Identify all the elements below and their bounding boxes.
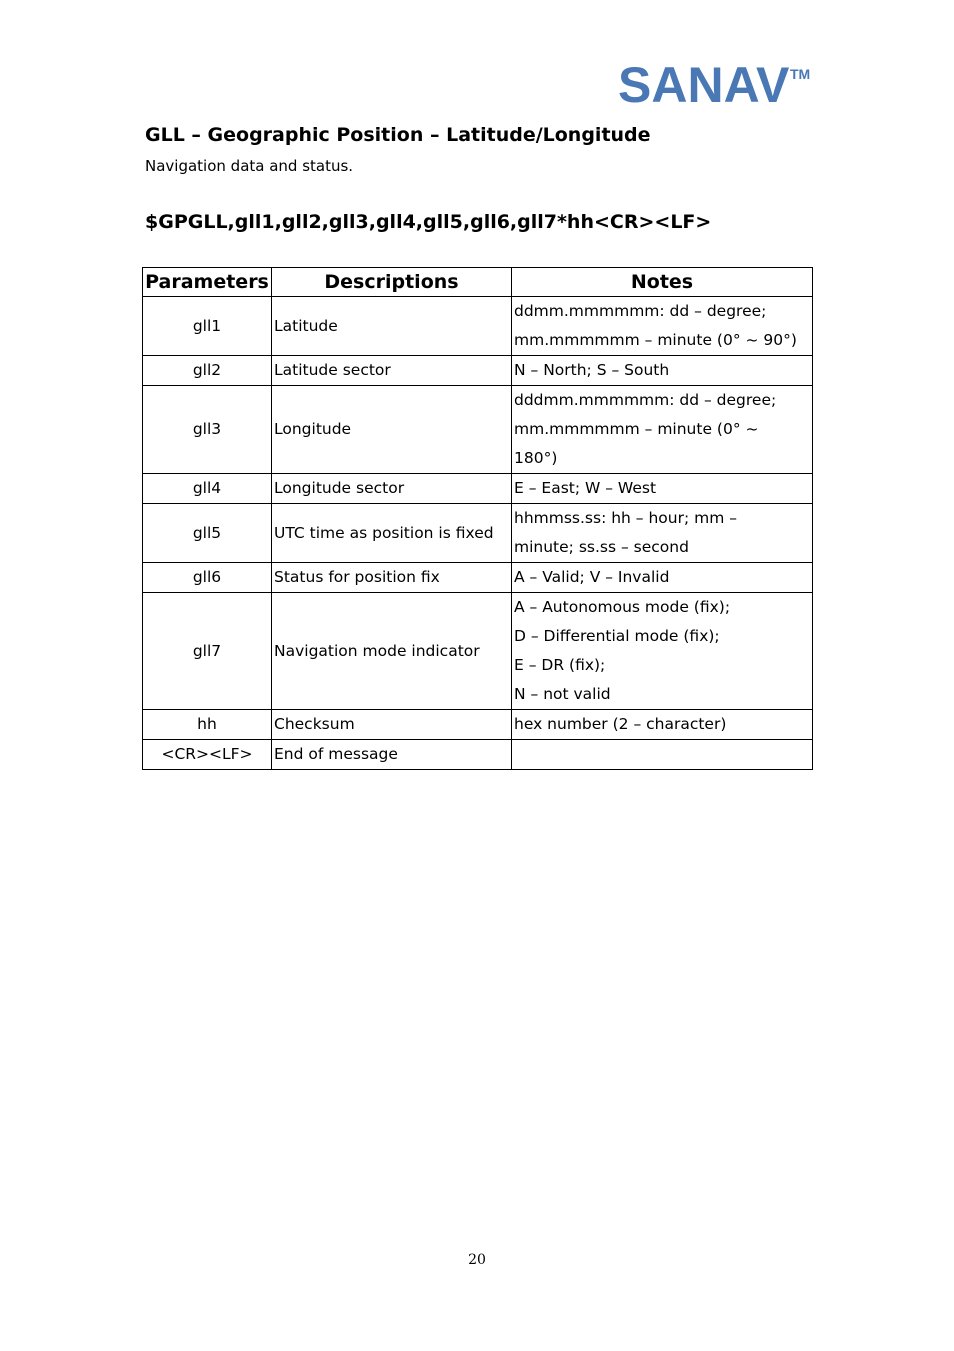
note-line: A – Autonomous mode (fix); xyxy=(514,598,731,616)
note-line: E – East; W – West xyxy=(514,479,657,497)
note-line: N – not valid xyxy=(514,685,611,703)
notes-cell xyxy=(512,504,813,563)
description-cell: Latitude xyxy=(272,297,512,356)
note-line: mm.mmmmmm – minute (0° ~ xyxy=(514,420,759,438)
description-cell: Checksum xyxy=(272,710,512,740)
param-cell: hh xyxy=(143,710,272,740)
parameters-table xyxy=(142,267,813,770)
trademark-mark: TM xyxy=(790,66,811,82)
sanav-logo: SANAV xyxy=(618,57,790,113)
notes-cell xyxy=(512,356,813,386)
table-row xyxy=(143,386,813,474)
notes-cell xyxy=(512,593,813,710)
notes-cell xyxy=(512,710,813,740)
notes-cell xyxy=(512,474,813,504)
param-cell: gll5 xyxy=(143,504,272,563)
notes-cell xyxy=(512,297,813,356)
header-descriptions: Descriptions xyxy=(272,268,512,297)
table-row xyxy=(143,593,813,710)
note-line: dddmm.mmmmmm: dd – degree; xyxy=(514,391,777,409)
header-parameters: Parameters xyxy=(143,268,272,297)
param-cell: gll3 xyxy=(143,386,272,474)
notes-cell xyxy=(512,563,813,593)
description-cell: UTC time as position is fixed xyxy=(272,504,512,563)
note-line: N – North; S – South xyxy=(514,361,670,379)
table-row xyxy=(143,297,813,356)
section-title: GLL – Geographic Position – Latitude/Longitude xyxy=(145,124,651,146)
description-cell: Latitude sector xyxy=(272,356,512,386)
notes-cell xyxy=(512,740,813,770)
table-row xyxy=(143,356,813,386)
description-cell: Longitude xyxy=(272,386,512,474)
table-row xyxy=(143,710,813,740)
table-row xyxy=(143,474,813,504)
note-line: minute; ss.ss – second xyxy=(514,538,689,556)
note-line: A – Valid; V – Invalid xyxy=(514,568,670,586)
note-line: mm.mmmmmm – minute (0° ~ 90°) xyxy=(514,331,797,349)
param-cell: <CR><LF> xyxy=(143,740,272,770)
param-cell: gll2 xyxy=(143,356,272,386)
note-line: ddmm.mmmmmm: dd – degree; xyxy=(514,302,767,320)
description-cell: End of message xyxy=(272,740,512,770)
param-cell: gll7 xyxy=(143,593,272,710)
param-cell: gll4 xyxy=(143,474,272,504)
section-subtitle: Navigation data and status. xyxy=(145,157,354,175)
table-row xyxy=(143,563,813,593)
table-header-row xyxy=(143,268,813,297)
description-cell: Longitude sector xyxy=(272,474,512,504)
note-line: D – Differential mode (fix); xyxy=(514,627,720,645)
note-line: 180°) xyxy=(514,449,558,467)
note-line: E – DR (fix); xyxy=(514,656,606,674)
table-body xyxy=(143,297,813,770)
table-row xyxy=(143,504,813,563)
description-cell: Navigation mode indicator xyxy=(272,593,512,710)
notes-cell xyxy=(512,386,813,474)
sentence-format: $GPGLL,gll1,gll2,gll3,gll4,gll5,gll6,gll7*hh<CR><LF> xyxy=(145,211,712,233)
param-cell: gll1 xyxy=(143,297,272,356)
page-number: 20 xyxy=(468,1252,486,1268)
header-notes: Notes xyxy=(512,268,813,297)
param-cell: gll6 xyxy=(143,563,272,593)
note-line: hhmmss.ss: hh – hour; mm – xyxy=(514,509,738,527)
description-cell: Status for position fix xyxy=(272,563,512,593)
note-line: hex number (2 – character) xyxy=(514,715,727,733)
table-row xyxy=(143,740,813,770)
